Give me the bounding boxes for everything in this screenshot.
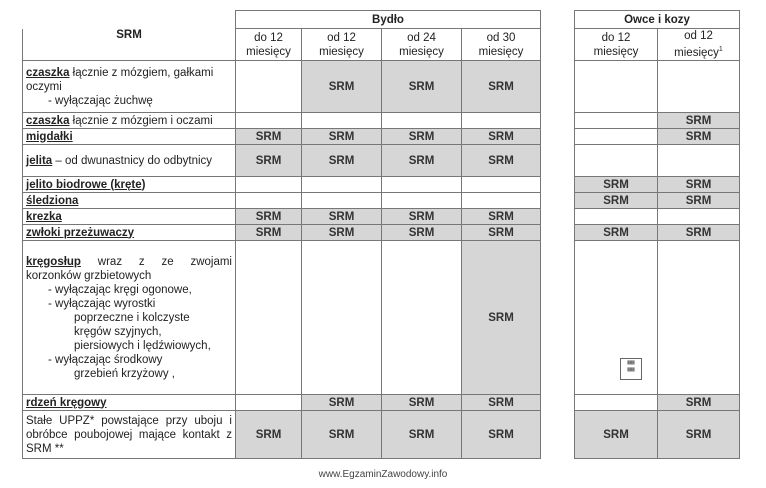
- row-label: [23, 145, 236, 177]
- srm-table-bydlo: [22, 10, 541, 459]
- row-label-subitem: grzebień krzyżowy ,: [74, 367, 175, 380]
- row-label-subitem: piersiowych i lędźwiowych,: [74, 339, 211, 352]
- srm-cell: SRM: [658, 177, 740, 193]
- row-label-subitem: kręgów szyjnych,: [74, 325, 162, 338]
- srm-cell: [236, 177, 302, 193]
- srm-cell: SRM: [382, 395, 462, 411]
- row-label-subitem: - wyłączając wyrostki: [48, 297, 156, 310]
- srm-cell: SRM: [236, 209, 302, 225]
- age-col-o0: do 12 miesięcy: [575, 29, 658, 61]
- srm-cell: SRM: [575, 177, 658, 193]
- row-label-subitem: - wyłączając kręgi ogonowe,: [48, 283, 192, 296]
- row-label-rest: Stałe UPPZ* powstające przy uboju i obróbce poubojowej mające kontakt z SRM **: [26, 414, 232, 455]
- table-row: [575, 61, 740, 113]
- srm-cell: SRM: [658, 129, 740, 145]
- table-row: [575, 177, 740, 193]
- row-label: [23, 241, 236, 395]
- table-row: [23, 129, 541, 145]
- age-col-o1-text: od 12 miesięcy: [674, 30, 719, 59]
- srm-cell: SRM: [382, 411, 462, 459]
- table-row: [575, 193, 740, 209]
- srm-cell: SRM: [382, 61, 462, 113]
- srm-cell: SRM: [302, 395, 382, 411]
- row-label-rest: łącznie z mózgiem i oczami: [69, 114, 213, 127]
- table-row: [23, 395, 541, 411]
- footer-watermark: www.EgzaminZawodowy.info: [318, 469, 448, 480]
- srm-cell: [575, 113, 658, 129]
- srm-cell: SRM: [382, 129, 462, 145]
- row-label-bold: śledziona: [26, 194, 79, 207]
- srm-cell: [302, 241, 382, 395]
- srm-col-header: SRM: [23, 20, 236, 52]
- row-label: [23, 209, 236, 225]
- srm-cell: [382, 193, 462, 209]
- srm-cell: [236, 61, 302, 113]
- row-label: [23, 61, 236, 113]
- row-label-rest: łącznie z mózgiem, gałkami oczymi: [26, 66, 214, 93]
- row-label: [23, 193, 236, 209]
- row-label-subitem: poprzeczne i kolczyste: [74, 311, 190, 324]
- row-label-bold: kręgosłup: [26, 255, 81, 268]
- srm-cell: SRM: [462, 129, 541, 145]
- srm-cell: SRM: [302, 129, 382, 145]
- srm-cell: SRM: [658, 411, 740, 459]
- row-label-subitem: - wyłączając środkowy: [48, 353, 163, 366]
- table-row: [23, 225, 541, 241]
- srm-cell: [302, 113, 382, 129]
- srm-cell: SRM: [382, 209, 462, 225]
- srm-cell: SRM: [462, 411, 541, 459]
- srm-cell: SRM: [302, 145, 382, 177]
- age-col-b0: do 12 miesięcy: [236, 29, 302, 61]
- table-row: [575, 145, 740, 177]
- srm-cell: SRM: [302, 411, 382, 459]
- srm-cell: SRM: [575, 225, 658, 241]
- srm-cell: [302, 193, 382, 209]
- srm-cell: [658, 61, 740, 113]
- srm-cell: SRM: [382, 225, 462, 241]
- row-label-bold: czaszka: [26, 66, 70, 79]
- srm-cell: SRM: [462, 209, 541, 225]
- srm-cell: SRM: [462, 61, 541, 113]
- srm-cell: SRM: [236, 225, 302, 241]
- row-label-bold: czaszka: [26, 114, 70, 127]
- table-row: [575, 395, 740, 411]
- group-header-bydlo: Bydło: [236, 11, 541, 29]
- srm-cell: [575, 61, 658, 113]
- srm-cell: SRM: [462, 225, 541, 241]
- srm-cell: [658, 241, 740, 395]
- srm-cell: [462, 177, 541, 193]
- srm-cell: SRM: [462, 145, 541, 177]
- srm-cell: [236, 241, 302, 395]
- srm-cell: SRM: [236, 129, 302, 145]
- table-row: [23, 113, 541, 129]
- row-label-rest: wraz z ze zwojami korzonków grzbietowych: [26, 255, 232, 282]
- srm-cell: SRM: [302, 209, 382, 225]
- srm-cell: [575, 129, 658, 145]
- srm-cell: [382, 241, 462, 395]
- srm-cell: SRM: [658, 113, 740, 129]
- row-label-bold: zwłoki przeżuwaczy: [26, 226, 135, 239]
- table-row: [575, 129, 740, 145]
- srm-cell: [302, 177, 382, 193]
- srm-cell: SRM: [462, 241, 541, 395]
- srm-cell: [575, 209, 658, 225]
- row-label-bold: jelito biodrowe (kręte): [26, 178, 146, 191]
- age-col-b2: od 24 miesięcy: [382, 29, 462, 61]
- table-row: [575, 225, 740, 241]
- age-col-b1: od 12 miesięcy: [302, 29, 382, 61]
- srm-cell: SRM: [462, 395, 541, 411]
- srm-cell: [658, 209, 740, 225]
- row-label-bold: krezka: [26, 210, 62, 223]
- srm-cell: SRM: [575, 193, 658, 209]
- table-row: [23, 209, 541, 225]
- row-label: [23, 113, 236, 129]
- row-label-subitem: - wyłączając żuchwę: [48, 94, 153, 107]
- row-label-bold: migdałki: [26, 130, 73, 143]
- table-row: [575, 209, 740, 225]
- srm-cell: [462, 113, 541, 129]
- row-label-bold: jelita: [26, 154, 53, 167]
- group-header-owce: Owce i kozy: [575, 11, 740, 29]
- row-label-bold: rdzeń kręgowy: [26, 396, 107, 409]
- qr-stamp-icon: ▦▦ ▦▦: [620, 358, 642, 380]
- srm-cell: [382, 177, 462, 193]
- table-row: [23, 61, 541, 113]
- srm-cell: SRM: [302, 225, 382, 241]
- row-label: [23, 129, 236, 145]
- srm-cell: [236, 113, 302, 129]
- srm-cell: SRM: [658, 395, 740, 411]
- srm-cell: SRM: [658, 193, 740, 209]
- table-row: [23, 241, 541, 395]
- row-label: [23, 411, 236, 459]
- srm-cell: [575, 395, 658, 411]
- srm-table-owce: [574, 10, 740, 459]
- footnote-mark: 1: [718, 46, 723, 54]
- srm-cell: SRM: [236, 145, 302, 177]
- row-label-rest: – od dwunastnicy do odbytnicy: [52, 154, 213, 167]
- age-col-b3: od 30 miesięcy: [462, 29, 541, 61]
- table-row: [23, 411, 541, 459]
- srm-cell: [236, 395, 302, 411]
- srm-cell: SRM: [382, 145, 462, 177]
- srm-cell: SRM: [236, 411, 302, 459]
- srm-cell: [575, 241, 658, 395]
- srm-cell: SRM: [658, 225, 740, 241]
- srm-cell: [236, 193, 302, 209]
- table-row: [23, 193, 541, 209]
- row-label: [23, 225, 236, 241]
- table-row: [575, 411, 740, 459]
- age-col-o1: [658, 29, 740, 61]
- srm-cell: [462, 193, 541, 209]
- srm-cell: [658, 145, 740, 177]
- table-row: [575, 113, 740, 129]
- srm-cell: SRM: [575, 411, 658, 459]
- table-row: [23, 177, 541, 193]
- srm-cell: SRM: [302, 61, 382, 113]
- table-row: [23, 145, 541, 177]
- table-row: [575, 241, 740, 395]
- srm-cell: [575, 145, 658, 177]
- srm-cell: [382, 113, 462, 129]
- row-label: [23, 177, 236, 193]
- row-label: [23, 395, 236, 411]
